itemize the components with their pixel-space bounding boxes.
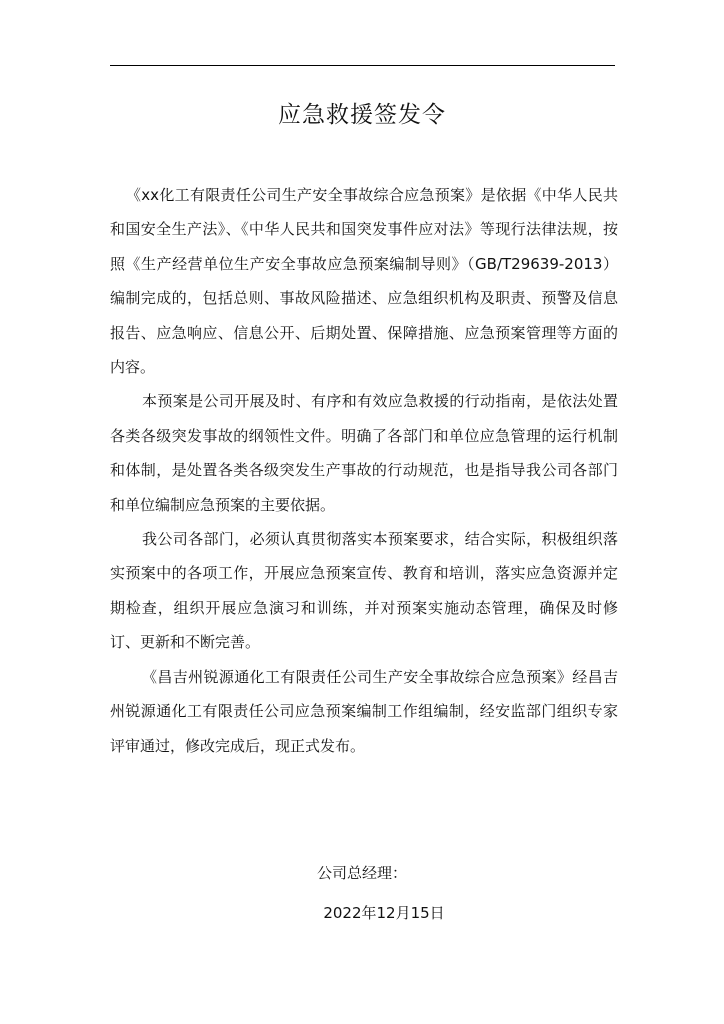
paragraph-purpose: 本预案是公司开展及时、有序和有效应急救援的行动指南，是依法处置各类各级突发事故的纲领性文件。明确了各部门和单位应急管理的运行机制和体制，是处置各类各级突发生产事故的行动规范，也是指导我公司各部门和单位编制应急预案的主要依据。 [110, 392, 618, 514]
paragraph-basis: 《xx化工有限责任公司生产安全事故综合应急预案》是依据《中华人民共和国安全生产法》、《中华人民共和国突发事件应对法》等现行法律法规，按照《生产经营单位生产安全事故应急预案编制导则》（GB/T29639-2013）编制完成的，包括总则、事故风险描述、应急组织机构及职责、预警及信息报告、应急响应、信息公开、后期处置、保障措施、应急预案管理等方面的内容。 [110, 186, 618, 377]
signer-label: 公司总经理： [316, 864, 407, 882]
paragraph-release: 《昌吉州锐源通化工有限责任公司生产安全事故综合应急预案》经昌吉州锐源通化工有限责任公司应急预案编制工作组编制，经安监部门组织专家评审通过，修改完成后，现正式发布。 [110, 667, 618, 755]
document-title: 应急救援签发令 [278, 102, 446, 128]
header-rule [110, 65, 615, 66]
document-body [110, 178, 618, 763]
issue-date: 2022年12月15日 [323, 904, 445, 922]
paragraph-requirements: 我公司各部门，必须认真贯彻落实本预案要求，结合实际，积极组织落实预案中的各项工作，开展应急预案宣传、教育和培训，落实应急资源并定期检查，组织开展应急演习和训练，并对预案实施动态管理，确保及时修订、更新和不断完善。 [110, 530, 618, 652]
